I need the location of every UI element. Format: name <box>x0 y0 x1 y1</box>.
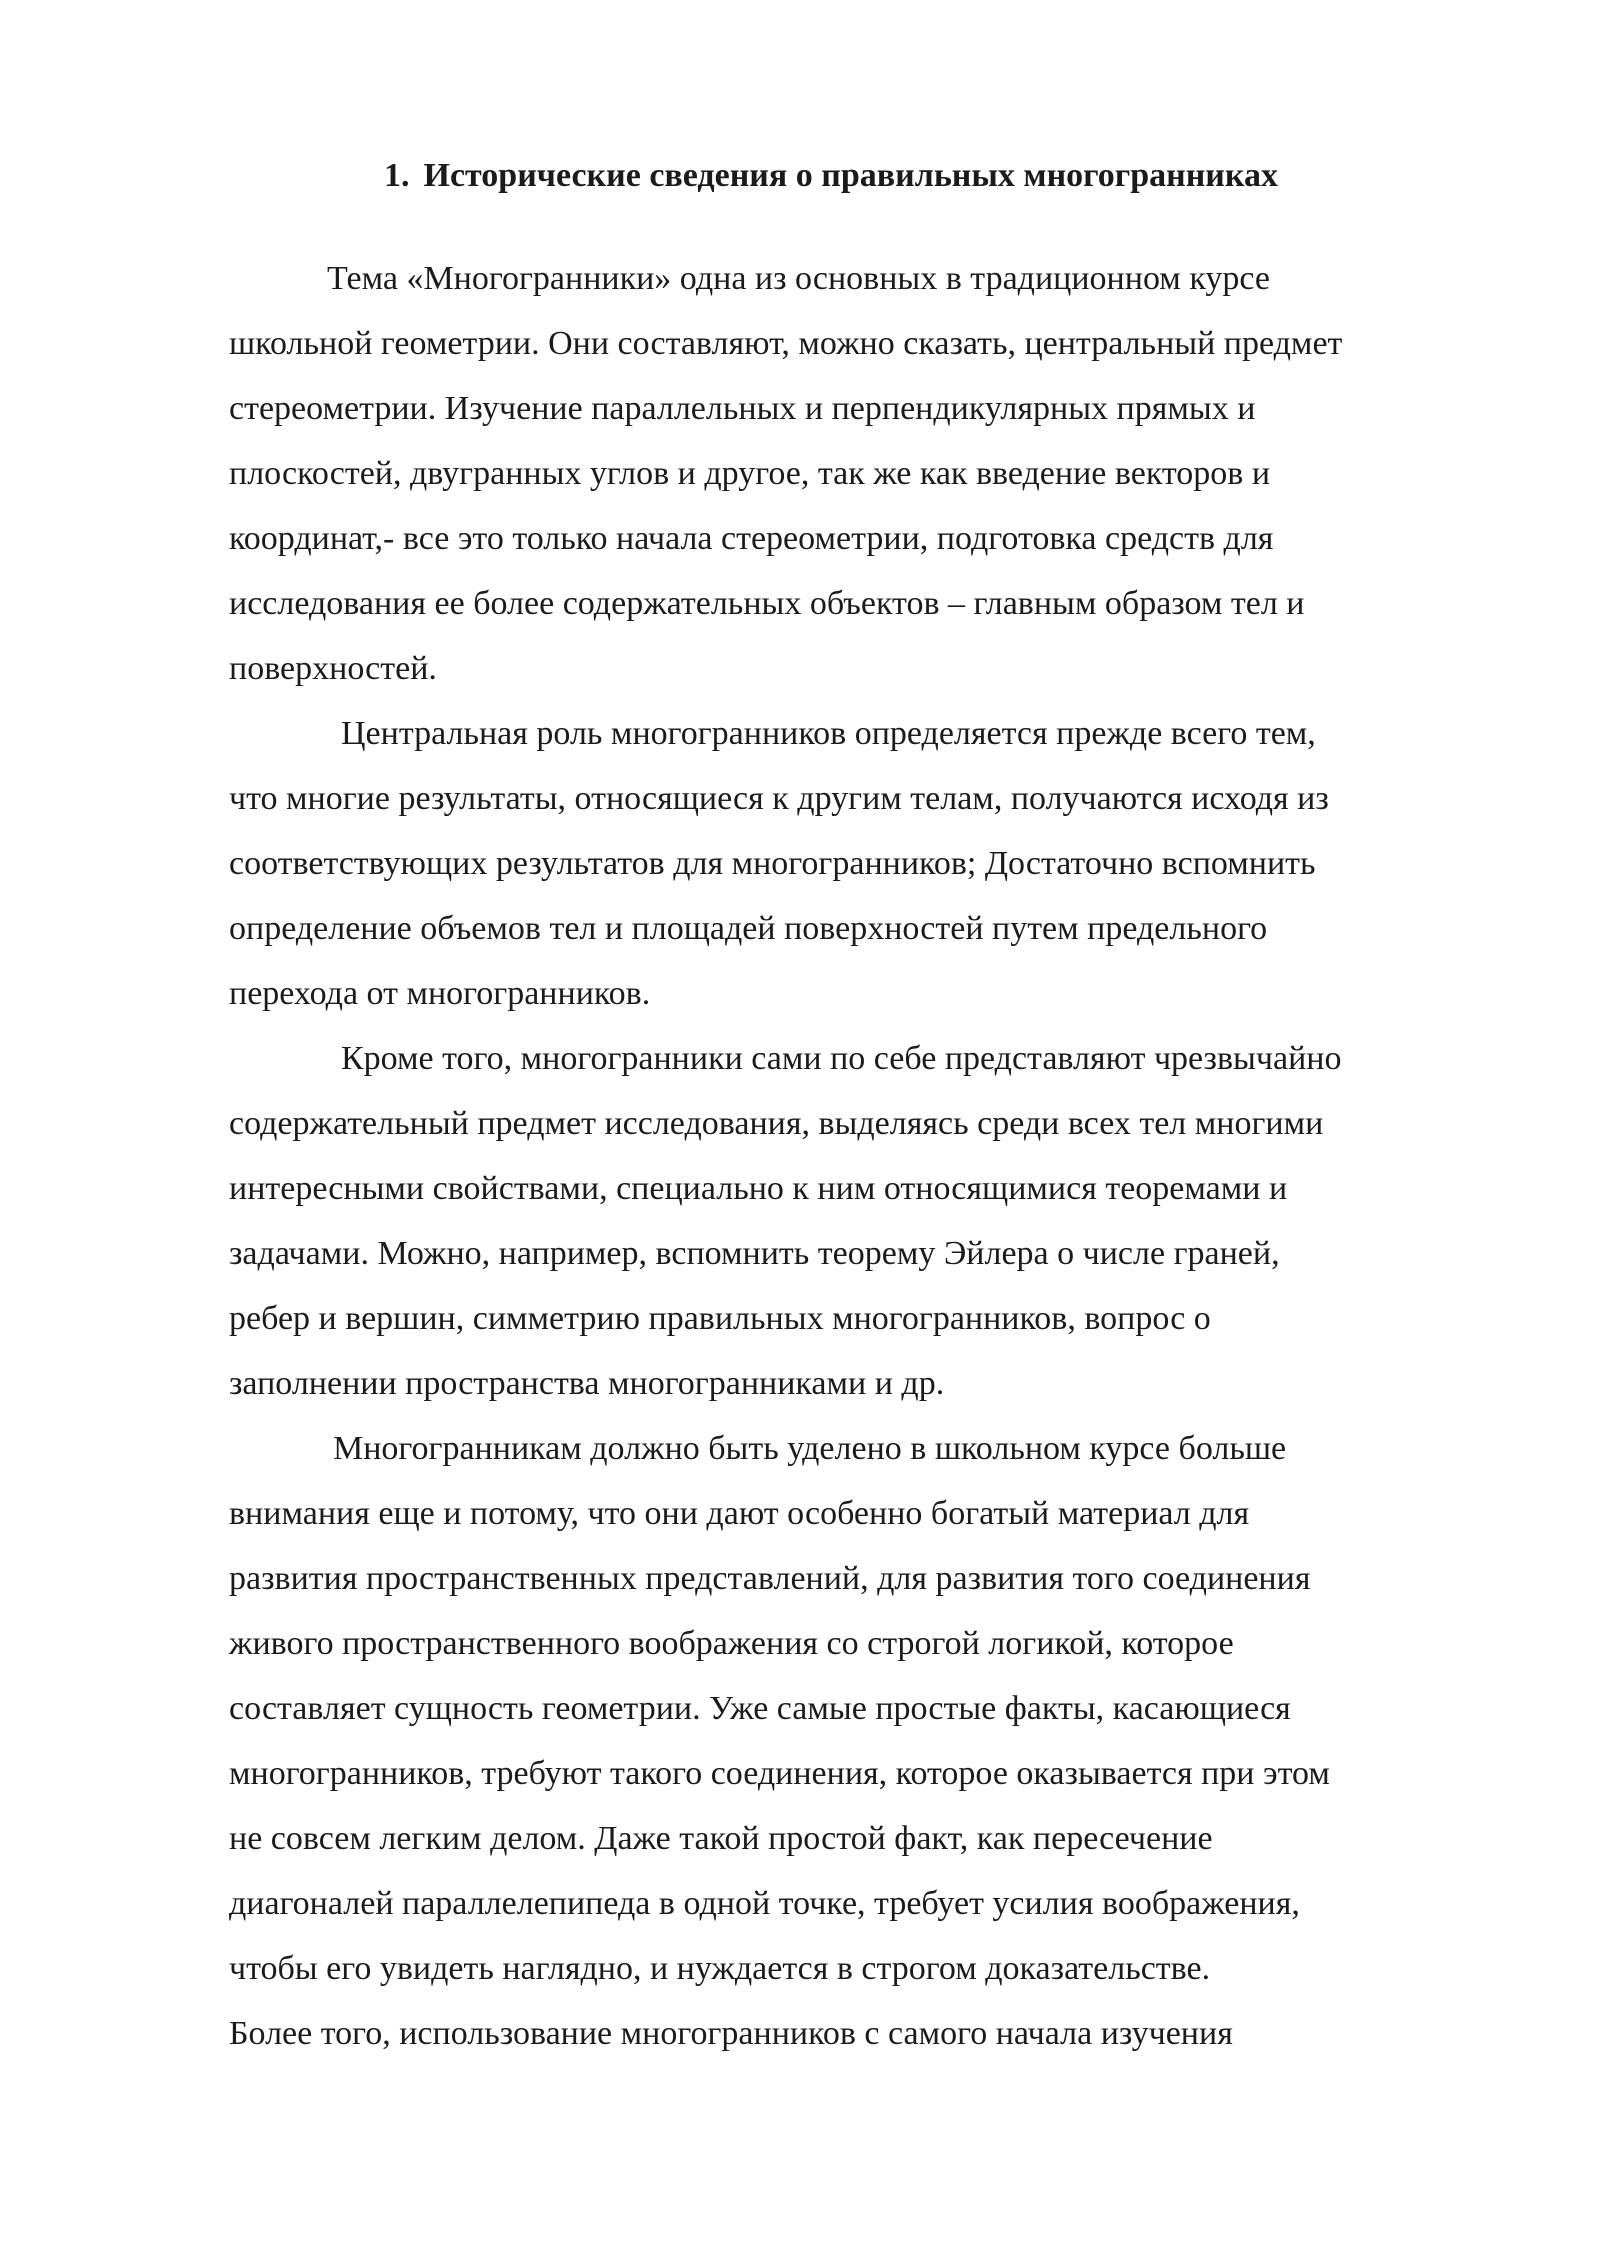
paragraph-line: поверхностей. <box>229 650 437 687</box>
paragraph-line: Кроме того, многогранники сами по себе представляют чрезвычайно <box>341 1040 1342 1077</box>
paragraph-line: заполнении пространства многогранниками и др. <box>229 1365 945 1402</box>
section-heading <box>384 150 1484 202</box>
paragraph-line: Более того, использование многогранников с самого начала изучения <box>229 2015 1233 2052</box>
paragraph-line: диагоналей параллелепипеда в одной точке, требует усилия воображения, <box>229 1885 1300 1922</box>
paragraph-line: стереометрии. Изучение параллельных и перпендикулярных прямых и <box>229 390 1256 427</box>
section-title: Исторические сведения о правильных многогранниках <box>423 157 1278 194</box>
paragraph-line: исследования ее более содержательных объектов – главным образом тел и <box>229 585 1305 622</box>
paragraph-line: плоскостей, двугранных углов и другое, так же как введение векторов и <box>229 455 1271 492</box>
paragraph-line: развития пространственных представлений, для развития того соединения <box>229 1560 1311 1597</box>
paragraph-line: задачами. Можно, например, вспомнить теорему Эйлера о числе граней, <box>229 1235 1280 1272</box>
paragraph-line: ребер и вершин, симметрию правильных многогранников, вопрос о <box>229 1300 1211 1337</box>
paragraph-line: соответствующих результатов для многогранников; Достаточно вспомнить <box>229 845 1316 882</box>
paragraph-line: многогранников, требуют такого соединения, которое оказывается при этом <box>229 1755 1330 1792</box>
paragraph-line: Тема «Многогранники» одна из основных в традиционном курсе <box>327 260 1270 297</box>
paragraph-line: определение объемов тел и площадей поверхностей путем предельного <box>229 910 1268 947</box>
paragraph-line: интересными свойствами, специально к ним относящимися теоремами и <box>229 1170 1288 1207</box>
paragraph-line: составляет сущность геометрии. Уже самые простые факты, касающиеся <box>229 1690 1291 1727</box>
paragraph-line: школьной геометрии. Они составляют, можно сказать, центральный предмет <box>229 325 1343 362</box>
document-body <box>229 246 1489 2066</box>
section-number: 1. <box>384 157 410 194</box>
paragraph-line: Центральная роль многогранников определяется прежде всего тем, <box>341 715 1316 752</box>
paragraph-line: чтобы его увидеть наглядно, и нуждается в строгом доказательстве. <box>229 1950 1211 1987</box>
paragraph-line: внимания еще и потому, что они дают особенно богатый материал для <box>229 1495 1250 1532</box>
paragraph-line: перехода от многогранников. <box>229 975 651 1012</box>
paragraph-line: не совсем легким делом. Даже такой простой факт, как пересечение <box>229 1820 1213 1857</box>
paragraph-line: содержательный предмет исследования, выделяясь среди всех тел многими <box>229 1105 1324 1142</box>
paragraph-line: Многогранникам должно быть уделено в школьном курсе больше <box>333 1430 1287 1467</box>
paragraph-line: координат,- все это только начала стереометрии, подготовка средств для <box>229 520 1274 557</box>
paragraph-line: живого пространственного воображения со строгой логикой, которое <box>229 1625 1234 1662</box>
paragraph-line: что многие результаты, относящиеся к другим телам, получаются исходя из <box>229 780 1329 817</box>
